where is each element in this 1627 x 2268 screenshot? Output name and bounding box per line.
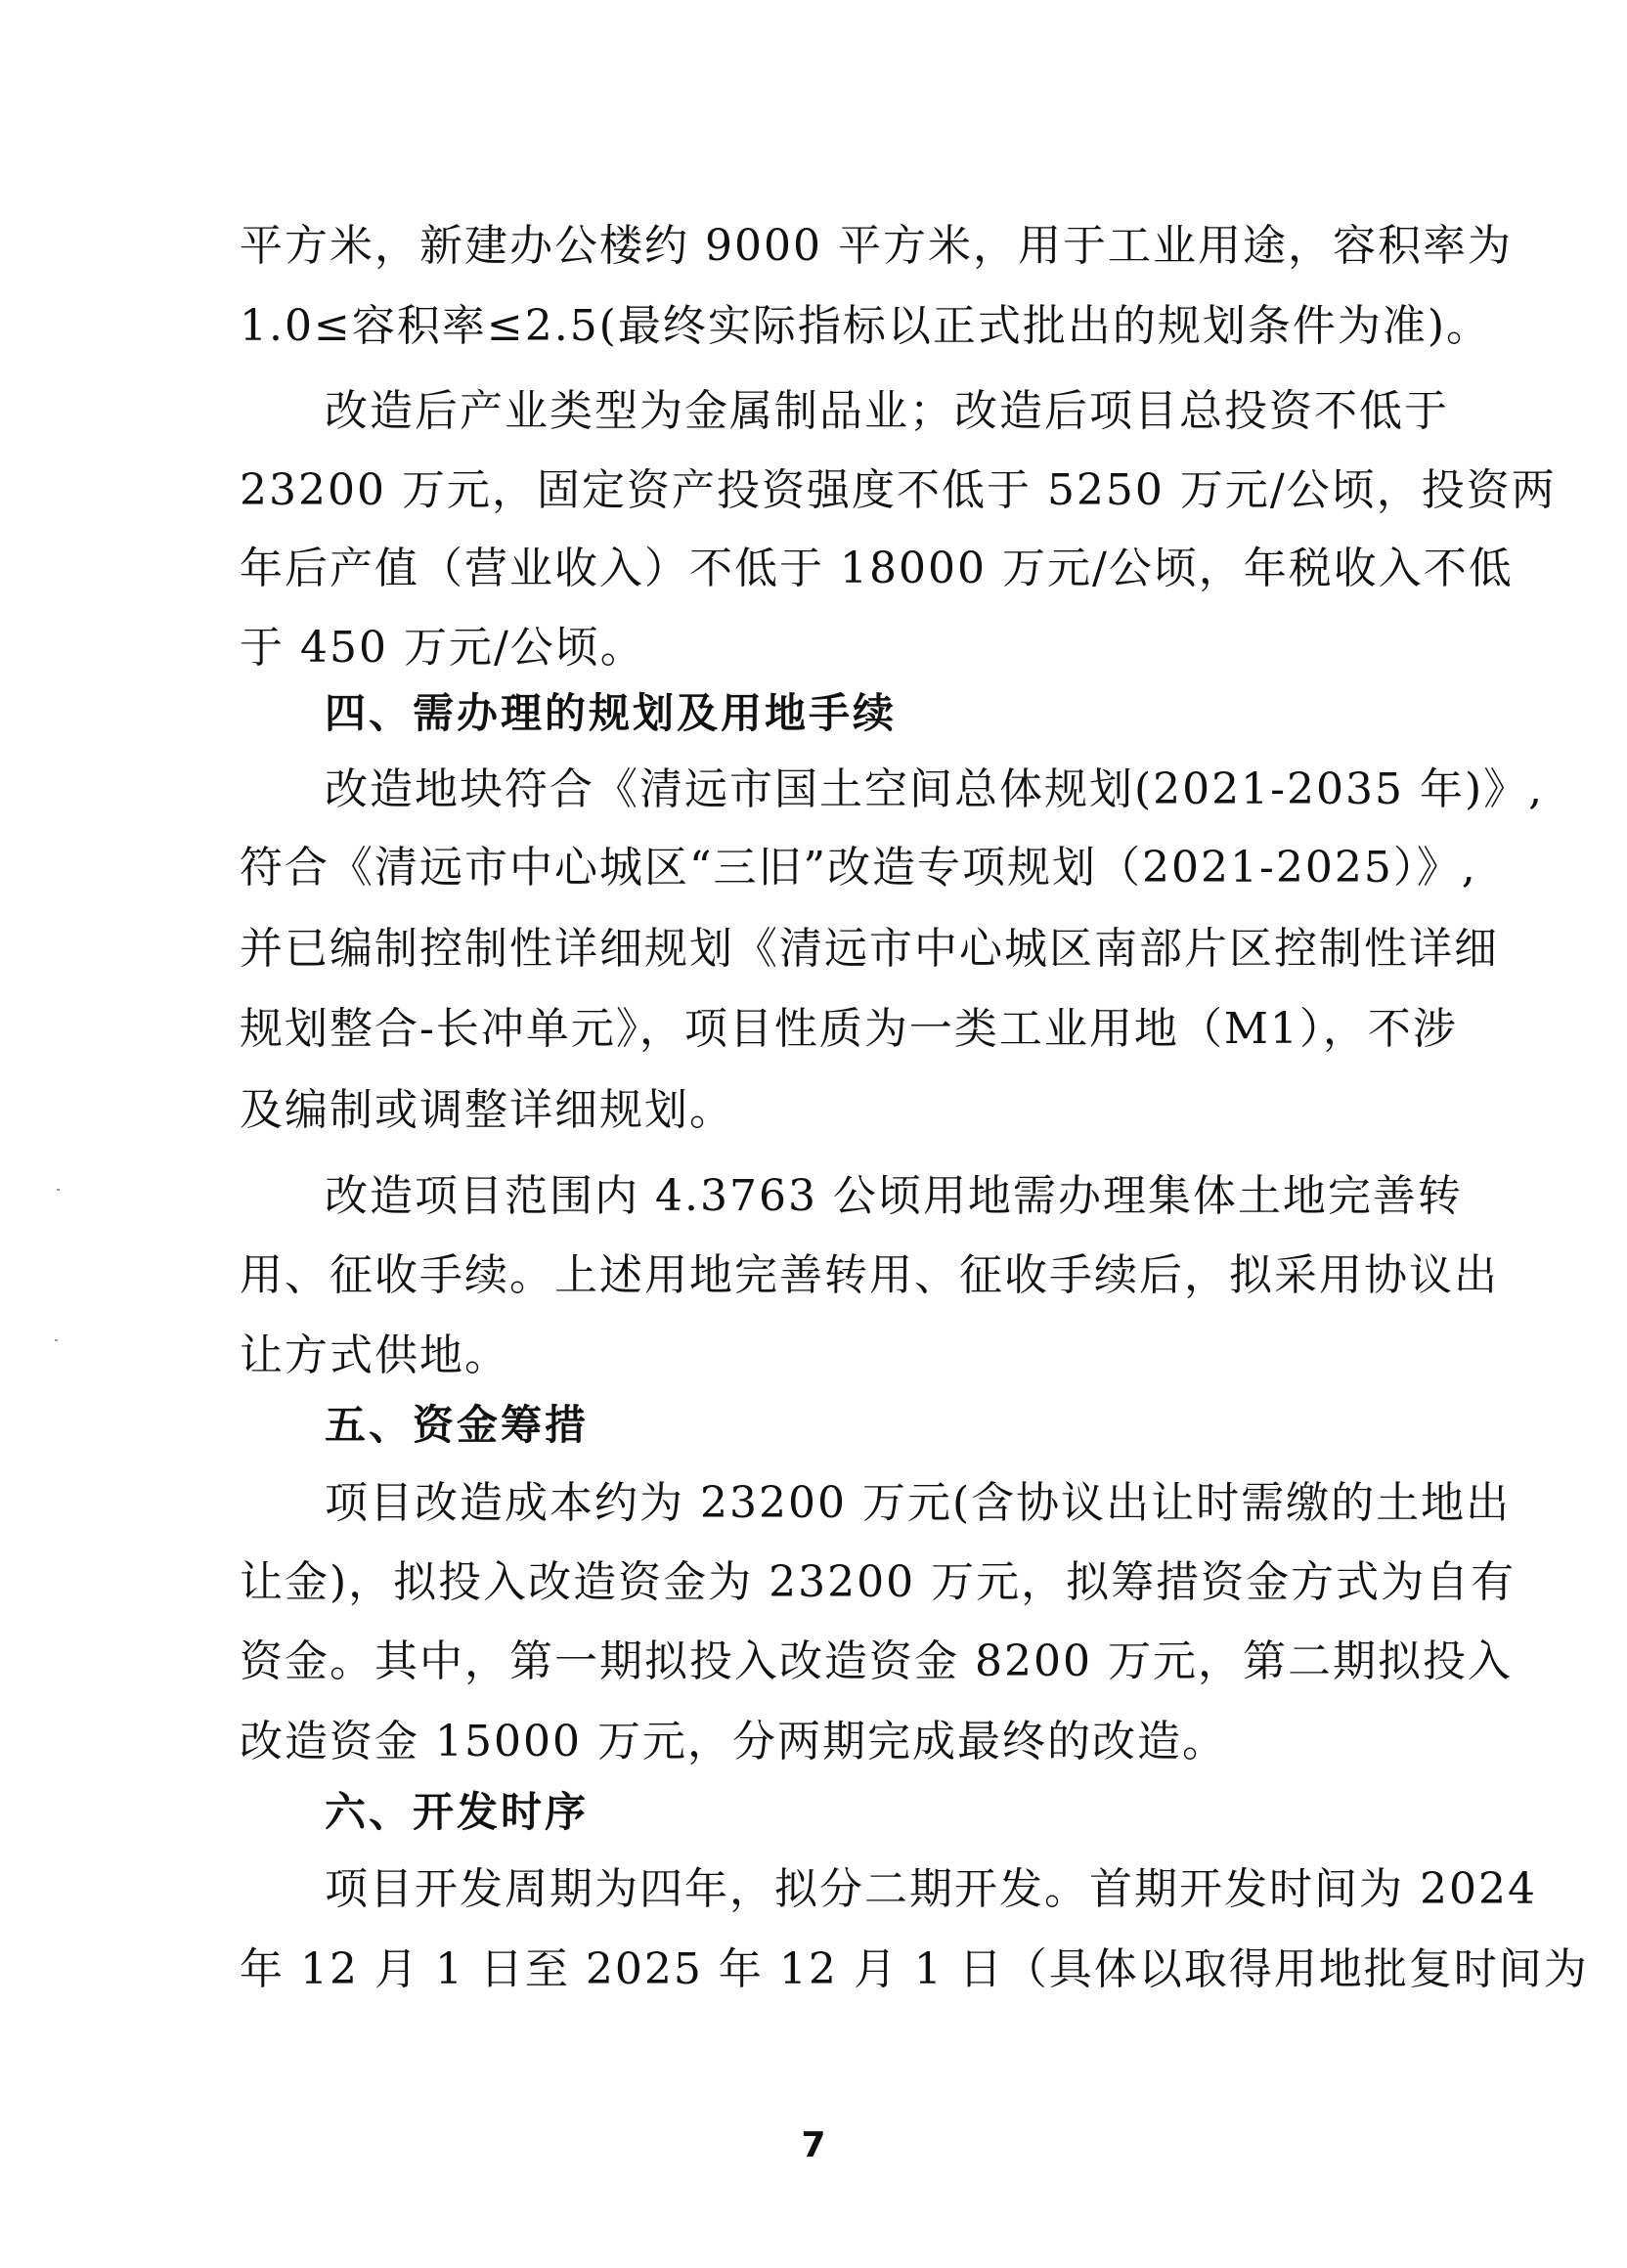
body-line-2: 1.0≤容积率≤2.5(最终实际指标以正式批出的规划条件为准)。 (240, 301, 1492, 351)
body-line-1: 平方米，新建办公楼约 9000 平方米，用于工业用途，容积率为 (240, 221, 1513, 271)
body-line-7: 改造地块符合《清远市国土空间总体规划(2021-2035 年)》, (325, 764, 1545, 814)
section-heading-6: 六、开发时序 (325, 1788, 590, 1836)
section-heading-4: 四、需办理的规划及用地手续 (325, 689, 898, 737)
body-line-18: 改造资金 15000 万元，分两期完成最终的改造。 (240, 1717, 1227, 1766)
body-line-16: 让金)，拟投入改造资金为 23200 万元，拟筹措资金方式为自有 (240, 1557, 1517, 1607)
body-line-8: 符合《清远市中心城区“三旧”改造专项规划（2021-2025）》, (240, 843, 1477, 893)
body-line-20: 年 12 月 1 日至 2025 年 12 月 1 日（具体以取得用地批复时间为 (240, 1944, 1589, 1994)
scan-speck (57, 1189, 60, 1191)
scan-speck (55, 1339, 58, 1341)
body-line-5: 年后产值（营业收入）不低于 18000 万元/公顷，年税收入不低 (240, 544, 1514, 593)
body-line-15: 项目改造成本约为 23200 万元(含协议出让时需缴的土地出 (325, 1478, 1512, 1528)
body-line-13: 用、征收手续。上述用地完善转用、征收手续后，拟采用协议出 (240, 1250, 1499, 1300)
body-line-19: 项目开发周期为四年，拟分二期开发。首期开发时间为 2024 (325, 1864, 1537, 1914)
body-line-17: 资金。其中，第一期拟投入改造资金 8200 万元，第二期拟投入 (240, 1636, 1513, 1686)
body-line-9: 并已编制控制性详细规划《清远市中心城区南部片区控制性详细 (240, 924, 1499, 974)
body-line-10: 规划整合-长冲单元》，项目性质为一类工业用地（M1），不涉 (240, 1004, 1458, 1054)
page-number: 7 (801, 2125, 826, 2165)
body-line-3: 改造后产业类型为金属制品业；改造后项目总投资不低于 (325, 386, 1449, 436)
body-line-4: 23200 万元，固定资产投资强度不低于 5250 万元/公顷，投资两 (240, 465, 1557, 515)
body-line-14: 让方式供地。 (240, 1330, 509, 1380)
body-line-11: 及编制或调整详细规划。 (240, 1085, 734, 1135)
body-line-12: 改造项目范围内 4.3763 公顷用地需办理集体土地完善转 (325, 1171, 1463, 1221)
section-heading-5: 五、资金筹措 (325, 1401, 590, 1449)
body-line-6: 于 450 万元/公顷。 (240, 623, 645, 673)
